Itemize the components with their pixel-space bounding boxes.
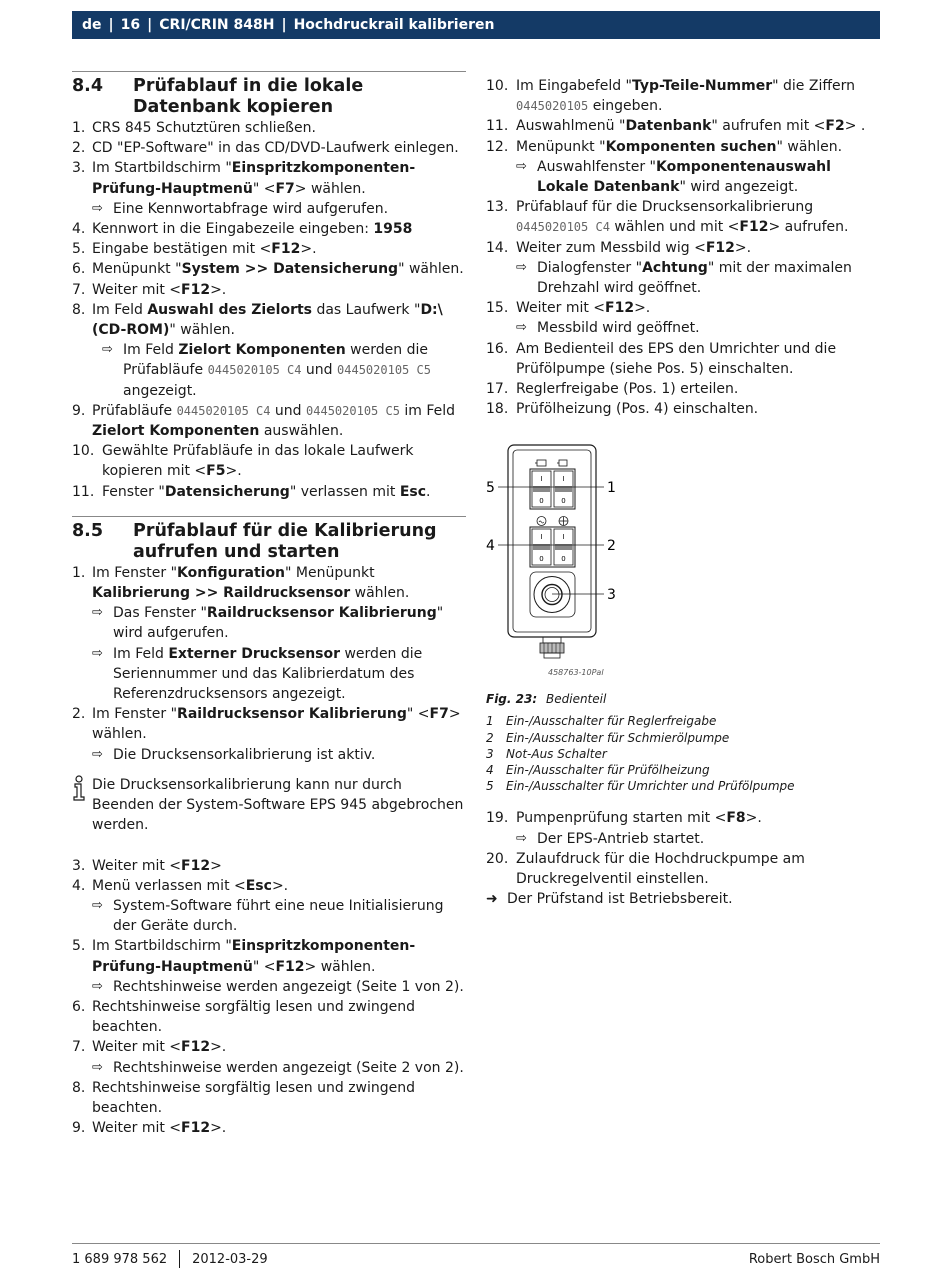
callout-4: 4 bbox=[486, 538, 495, 555]
result-arrow-icon: ⇨ bbox=[102, 342, 113, 358]
result-step-3: ⇨ Eine Kennwortabfrage wird aufgerufen. bbox=[92, 199, 466, 219]
result-step-2: ⇨ Die Drucksensorkalibrierung ist aktiv. bbox=[92, 745, 466, 765]
left-column bbox=[72, 71, 466, 1138]
step-10: 10. Gewählte Prüfabläufe in das lokale Laufwerk kopieren mit <F5>. bbox=[72, 443, 414, 480]
header-chapter: Hochdruckrail kalibrieren bbox=[293, 16, 495, 33]
legend-item: 4 Ein-/Ausschalter für Prüfölheizung bbox=[486, 763, 710, 778]
step-5: 5. Im Startbildschirm "Einspritzkomponenten-Prüfung-Hauptmenü" <F12> wählen. bbox=[72, 938, 416, 975]
result-arrow-icon: ⇨ bbox=[92, 897, 103, 913]
control-panel-figure bbox=[486, 443, 880, 683]
result-step-15: ⇨ Messbild wird geöffnet. bbox=[516, 318, 880, 338]
step-3: 3. Im Startbildschirm "Einspritzkomponenten-Prüfung-Hauptmenü" <F7> wählen. bbox=[72, 160, 416, 197]
step-14: 14. Weiter zum Messbild wig <F12>. bbox=[486, 239, 752, 256]
lubrication-icon bbox=[559, 517, 568, 526]
section-number: 8.5 bbox=[72, 520, 104, 541]
company-name: Robert Bosch GmbH bbox=[748, 1252, 880, 1267]
figure-caption bbox=[486, 691, 880, 707]
right-column bbox=[486, 76, 880, 909]
figure-code: 458763-10Pal bbox=[548, 668, 604, 678]
info-icon bbox=[72, 775, 92, 836]
final-result: ➜ Der Prüfstand ist Betriebsbereit. bbox=[486, 889, 880, 909]
callout-1: 1 bbox=[607, 480, 616, 497]
legend-item: 3 Not-Aus Schalter bbox=[486, 746, 607, 761]
result-step-19: ⇨ Der EPS-Antrieb startet. bbox=[516, 829, 880, 849]
result-arrow-icon: ⇨ bbox=[92, 645, 103, 661]
step-13: 13. Prüfablauf für die Drucksensorkalibrierung 0445020105 C4 wählen und mit <F12> aufrufen. bbox=[486, 199, 849, 236]
arrow-right-icon: ➜ bbox=[486, 891, 498, 908]
svg-text:I: I bbox=[562, 533, 565, 542]
result-step-1a: ⇨ Das Fenster "Raildrucksensor Kalibrierung" wird aufgerufen. bbox=[92, 603, 466, 643]
section-title: Prüfablauf in die lokale Datenbank kopieren bbox=[133, 76, 364, 117]
section-heading-8-5 bbox=[72, 517, 466, 563]
emergency-stop-icon bbox=[530, 572, 575, 617]
result-step-12: ⇨ Auswahlfenster "Komponentenauswahl Lokale Datenbank" wird angezeigt. bbox=[516, 157, 880, 197]
result-arrow-icon: ⇨ bbox=[516, 158, 527, 174]
step-18: 18. Prüfölheizung (Pos. 4) einschalten. bbox=[486, 401, 759, 418]
result-arrow-icon: ⇨ bbox=[92, 978, 103, 994]
page-footer bbox=[72, 1250, 880, 1270]
step-8: 8. Im Feld Auswahl des Zielorts das Laufwerk "D:\ (CD-ROM)" wählen. bbox=[72, 301, 443, 339]
step-11: 11. Fenster "Datensicherung" verlassen mit Esc. bbox=[72, 483, 431, 500]
section-title: Prüfablauf für die Kalibrierung aufrufen und starten bbox=[133, 520, 437, 562]
svg-text:0: 0 bbox=[561, 555, 566, 564]
legend-item: 1 Ein-/Ausschalter für Reglerfreigabe bbox=[486, 714, 717, 729]
pump-icon bbox=[557, 460, 567, 466]
step-9: 9. Weiter mit <F12>. bbox=[72, 1120, 227, 1137]
footer-divider bbox=[72, 1243, 880, 1244]
figure-caption-label: Fig. 23: bbox=[486, 692, 538, 707]
header-page-number: 16 bbox=[120, 16, 141, 33]
header-product: CRI/CRIN 848H bbox=[159, 16, 275, 33]
document-number: 1 689 978 562 bbox=[72, 1252, 168, 1267]
svg-text:0: 0 bbox=[539, 555, 544, 564]
svg-text:0: 0 bbox=[539, 497, 544, 506]
document-date: 2012-03-29 bbox=[192, 1252, 268, 1267]
step-11: 11. Auswahlmenü "Datenbank" aufrufen mit <F2> . bbox=[486, 118, 866, 135]
result-step-1b: ⇨ Im Feld Externer Drucksensor werden die Seriennummer und das Kalibrierdatum des Referenzdrucksensors angezeigt. bbox=[92, 644, 466, 705]
svg-text:I: I bbox=[562, 475, 565, 484]
step-4: 4. Menü verlassen mit <Esc>. bbox=[72, 877, 289, 894]
step-16: 16. Am Bedienteil des EPS den Umrichter und die Prüfölpumpe (siehe Pos. 5) einschalten. bbox=[486, 340, 837, 377]
step-1: 1. CRS 845 Schutztüren schließen. bbox=[72, 120, 316, 136]
motor-icon bbox=[535, 460, 546, 466]
step-6: 6. Rechtshinweise sorgfältig lesen und zwingend beachten. bbox=[72, 998, 416, 1036]
step-9: 9. Prüfabläufe 0445020105 C4 und 0445020105 C5 im Feld Zielort Komponenten auswählen. bbox=[72, 402, 456, 440]
result-arrow-icon: ⇨ bbox=[92, 746, 103, 762]
legend-item: 2 Ein-/Ausschalter für Schmierölpumpe bbox=[486, 730, 730, 745]
connector-icon bbox=[540, 637, 564, 658]
step-8: 8. Rechtshinweise sorgfältig lesen und zwingend beachten. bbox=[72, 1079, 416, 1116]
section-heading-8-4 bbox=[72, 72, 466, 118]
svg-text:I: I bbox=[540, 533, 543, 542]
step-20: 20. Zulaufdruck für die Hochdruckpumpe am Druckregelventil einstellen. bbox=[486, 850, 805, 888]
footer-separator bbox=[179, 1250, 180, 1268]
result-step-7: ⇨ Rechtshinweise werden angezeigt (Seite 2 von 2). bbox=[92, 1058, 466, 1078]
result-arrow-icon: ⇨ bbox=[92, 200, 103, 216]
svg-text:0: 0 bbox=[561, 497, 566, 506]
step-2: 2. Im Fenster "Raildrucksensor Kalibrierung" <F7> wählen. bbox=[72, 706, 461, 743]
callout-3: 3 bbox=[607, 587, 616, 604]
result-step-4: ⇨ System-Software führt eine neue Initialisierung der Geräte durch. bbox=[92, 896, 466, 936]
step-7: 7. Weiter mit <F12>. bbox=[72, 1039, 227, 1056]
step-10: 10. Im Eingabefeld "Typ-Teile-Nummer" die Ziffern 0445020105 eingeben. bbox=[486, 78, 855, 115]
result-arrow-icon: ⇨ bbox=[516, 830, 527, 846]
result-step-5: ⇨ Rechtshinweise werden angezeigt (Seite 1 von 2). bbox=[92, 977, 466, 997]
result-step-14: ⇨ Dialogfenster "Achtung" mit der maximalen Drehzahl wird geöffnet. bbox=[516, 258, 880, 298]
step-12: 12. Menüpunkt "Komponenten suchen" wählen. bbox=[486, 138, 843, 155]
figure-caption-title: Bedienteil bbox=[546, 692, 607, 707]
svg-text:I: I bbox=[540, 475, 543, 484]
result-arrow-icon: ⇨ bbox=[516, 259, 527, 275]
legend-item: 5 Ein-/Ausschalter für Umrichter und Prüfölpumpe bbox=[486, 779, 795, 794]
header-lang: de bbox=[82, 16, 102, 33]
step-17: 17. Reglerfreigabe (Pos. 1) erteilen. bbox=[486, 381, 739, 398]
figure-legend bbox=[486, 713, 880, 794]
step-7: 7. Weiter mit <F12>. bbox=[72, 281, 227, 298]
result-step-8: ⇨ Im Feld Zielort Komponenten werden die Prüfabläufe 0445020105 C4 und 0445020105 C5 angezeigt. bbox=[102, 340, 466, 401]
step-4: 4. Kennwort in die Eingabezeile eingeben: 1958 bbox=[72, 221, 413, 238]
step-5: 5. Eingabe bestätigen mit <F12>. bbox=[72, 241, 317, 258]
heating-icon bbox=[537, 517, 546, 526]
result-arrow-icon: ⇨ bbox=[92, 605, 103, 621]
result-arrow-icon: ⇨ bbox=[92, 1059, 103, 1075]
section-number: 8.4 bbox=[72, 76, 104, 96]
step-15: 15. Weiter mit <F12>. bbox=[486, 300, 651, 317]
callout-2: 2 bbox=[607, 538, 616, 555]
step-1: 1. Im Fenster "Konfiguration" Menüpunkt Kalibrierung >> Raildrucksensor wählen. bbox=[72, 564, 410, 602]
step-19: 19. Pumpenprüfung starten mit <F8>. bbox=[486, 810, 762, 827]
info-note: Die Drucksensorkalibrierung kann nur durch Beenden der System-Software EPS 945 abgebrochen werden. bbox=[72, 775, 466, 836]
page-header: de | 16 | CRI/CRIN 848H | Hochdruckrail kalibrieren bbox=[72, 11, 880, 39]
callout-5: 5 bbox=[486, 480, 495, 497]
step-3: 3. Weiter mit <F12> bbox=[72, 857, 222, 874]
control-panel-drawing bbox=[486, 443, 880, 683]
step-6: 6. Menüpunkt "System >> Datensicherung" wählen. bbox=[72, 261, 464, 278]
result-arrow-icon: ⇨ bbox=[516, 320, 527, 336]
step-2: 2. CD "EP-Software" in das CD/DVD-Laufwerk einlegen. bbox=[72, 140, 459, 157]
